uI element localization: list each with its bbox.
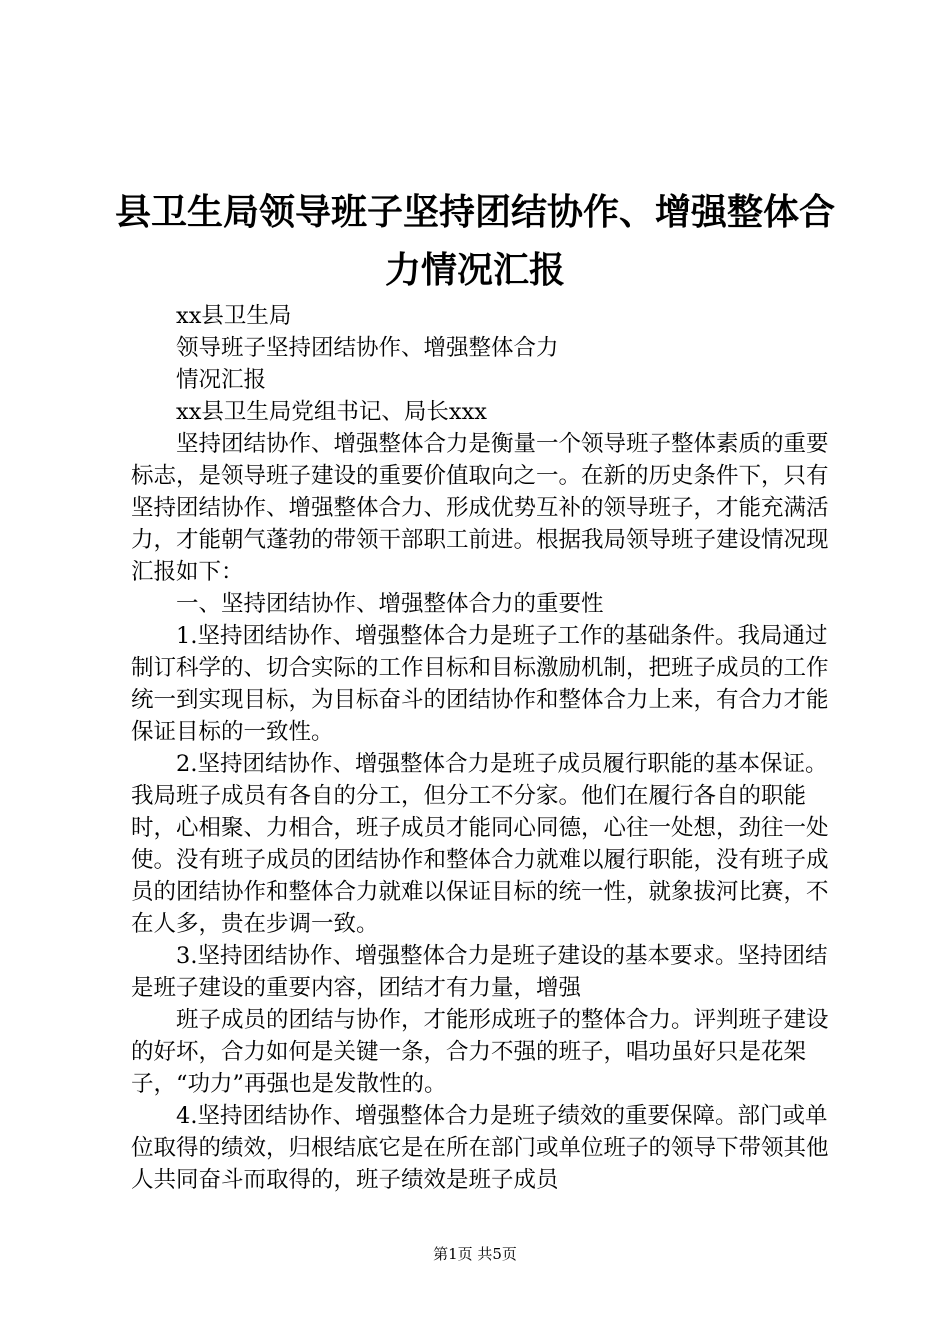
paragraph-point-4: 4.坚持团结协作、增强整体合力是班子绩效的重要保障。部门或单位取得的绩效，归根结底它是在所在部门或单位班子的领导下带领其他人共同奋斗而取得的，班子绩效是班子成员 — [131, 1103, 829, 1193]
header-line-subject: 领导班子坚持团结协作、增强整体合力 — [176, 335, 559, 361]
document-title-line-2: 力情况汇报 — [384, 249, 565, 291]
section-heading-1: 一、坚持团结协作、增强整体合力的重要性 — [176, 591, 604, 617]
paragraph-point-3: 3.坚持团结协作、增强整体合力是班子建设的基本要求。坚持团结是班子建设的重要内容，团结才有力量，增强 — [131, 943, 828, 1001]
paragraph-intro: 坚持团结协作、增强整体合力是衡量一个领导班子整体素质的重要标志，是领导班子建设的重要价值取向之一。在新的历史条件下，只有坚持团结协作、增强整体合力、形成优势互补的领导班子，才能充满活力，才能朝气蓬勃的带领干部职工前进。根据我局领导班子建设情况现汇报如下： — [131, 431, 829, 585]
header-line-author: xx县卫生局党组书记、局长xxx — [176, 399, 487, 425]
page-footer: 第1页 共5页 — [433, 1245, 517, 1263]
paragraph-point-2: 2.坚持团结协作、增强整体合力是班子成员履行职能的基本保证。我局班子成员有各自的分工，但分工不分家。他们在履行各自的职能时，心相聚、力相合，班子成员才能同心同德，心往一处想，劲往一处使。没有班子成员的团结协作和整体合力就难以履行职能，没有班子成员的团结协作和整体合力就难以保证目标的统一性，就象拔河比赛，不在人多，贵在步调一致。 — [131, 751, 829, 937]
paragraph-point-3-continued: 班子成员的团结与协作，才能形成班子的整体合力。评判班子建设的好坏，合力如何是关键一条，合力不强的班子，唱功虽好只是花架子，“功力”再强也是发散性的。 — [131, 1007, 829, 1097]
document-body — [131, 300, 831, 1196]
document-title-line-1: 县卫生局领导班子坚持团结协作、增强整体合 — [114, 191, 835, 233]
paragraph-point-1: 1.坚持团结协作、增强整体合力是班子工作的基础条件。我局通过制订科学的、切合实际的工作目标和目标激励机制，把班子成员的工作统一到实现目标，为目标奋斗的团结协作和整体合力上来，有合力才能保证目标的一致性。 — [131, 623, 829, 745]
header-line-org: xx县卫生局 — [176, 303, 292, 329]
header-line-report: 情况汇报 — [176, 367, 267, 393]
